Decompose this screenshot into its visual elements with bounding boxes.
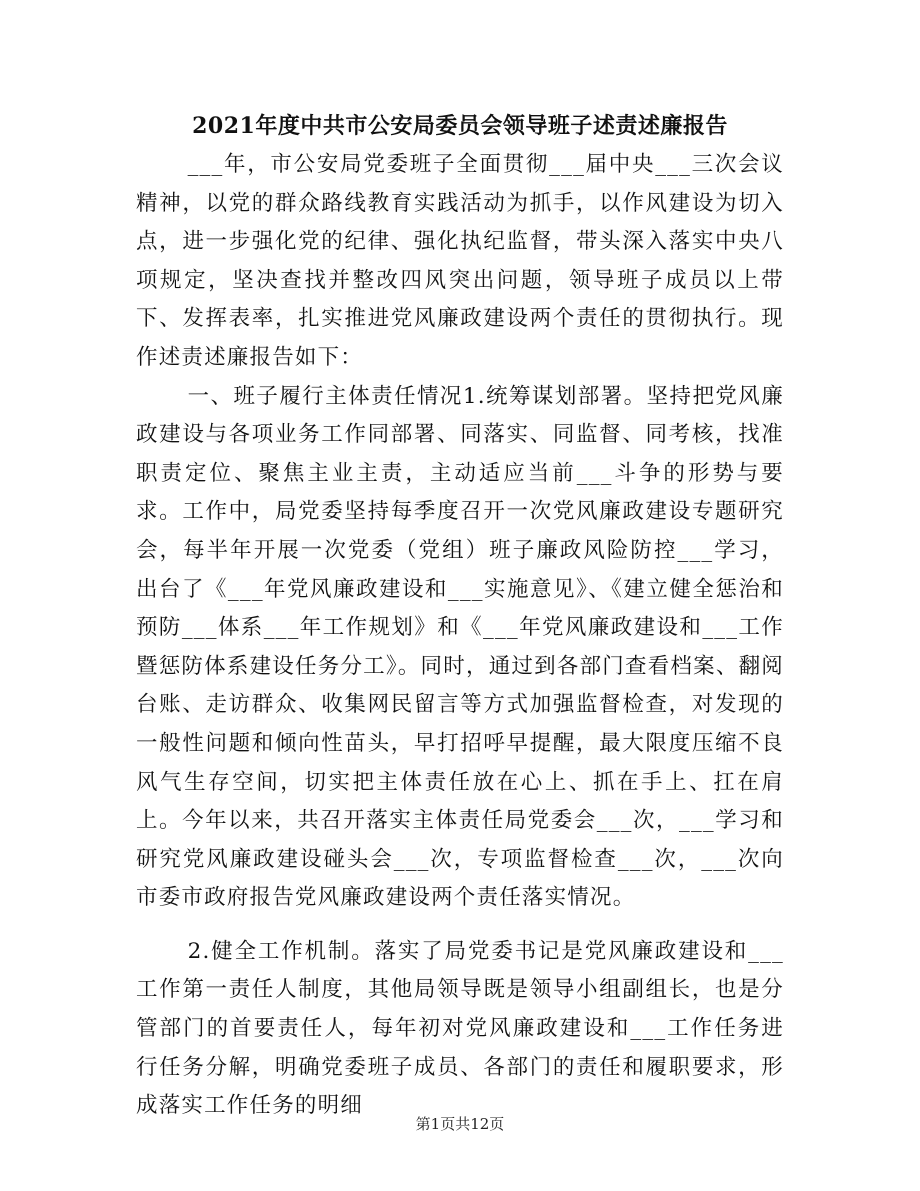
page-number-footer: 第1页共12页	[415, 1115, 505, 1133]
paragraph-intro: ___年，市公安局党委班子全面贯彻___届中央___三次会议精神，以党的群众路线教育实践活动为抓手，以作风建设为切入点，进一步强化党的纪律、强化执纪监督，带头深入落实中央八项规定，坚决查找并整改四风突出问题，领导班子成员以上带下、发挥表率，扎实推进党风廉政建设两个责任的贯彻执行。现作述责述廉报告如下：	[136, 152, 784, 370]
document-body	[136, 146, 784, 1126]
paragraph-section-one: 一、班子履行主体责任情况1.统筹谋划部署。坚持把党风廉政建设与各项业务工作同部署、同落实、同监督、同考核，找准职责定位、聚焦主业主责，主动适应当前___斗争的形势与要求。工作中，局党委坚持每季度召开一次党风廉政建设专题研究会，每半年开展一次党委（党组）班子廉政风险防控___学习，出台了《___年党风廉政建设和___实施意见》、《建立健全惩治和预防___体系___年工作规划》和《___年党风廉政建设和___工作暨惩防体系建设任务分工》。同时，通过到各部门查看档案、翻阅台账、走访群众、收集网民留言等方式加强监督检查，对发现的一般性问题和倾向性苗头，早打招呼早提醒，最大限度压缩不良风气生存空间，切实把主体责任放在心上、抓在手上、扛在肩上。今年以来，共召开落实主体责任局党委会___次，___学习和研究党风廉政建设碰头会___次，专项监督检查___次，___次向市委市政府报告党风廉政建设两个责任落实情况。	[136, 383, 784, 911]
paragraph-work-mechanism: 2.健全工作机制。落实了局党委书记是党风廉政建设和___工作第一责任人制度，其他局领导既是领导小组副组长，也是分管部门的首要责任人，每年初对党风廉政建设和___工作任务进行任务分解，明确党委班子成员、各部门的责任和履职要求，形成落实工作任务的明细	[136, 938, 784, 1119]
document-title: 2021年度中共市公安局委员会领导班子述责述廉报告	[192, 113, 728, 139]
